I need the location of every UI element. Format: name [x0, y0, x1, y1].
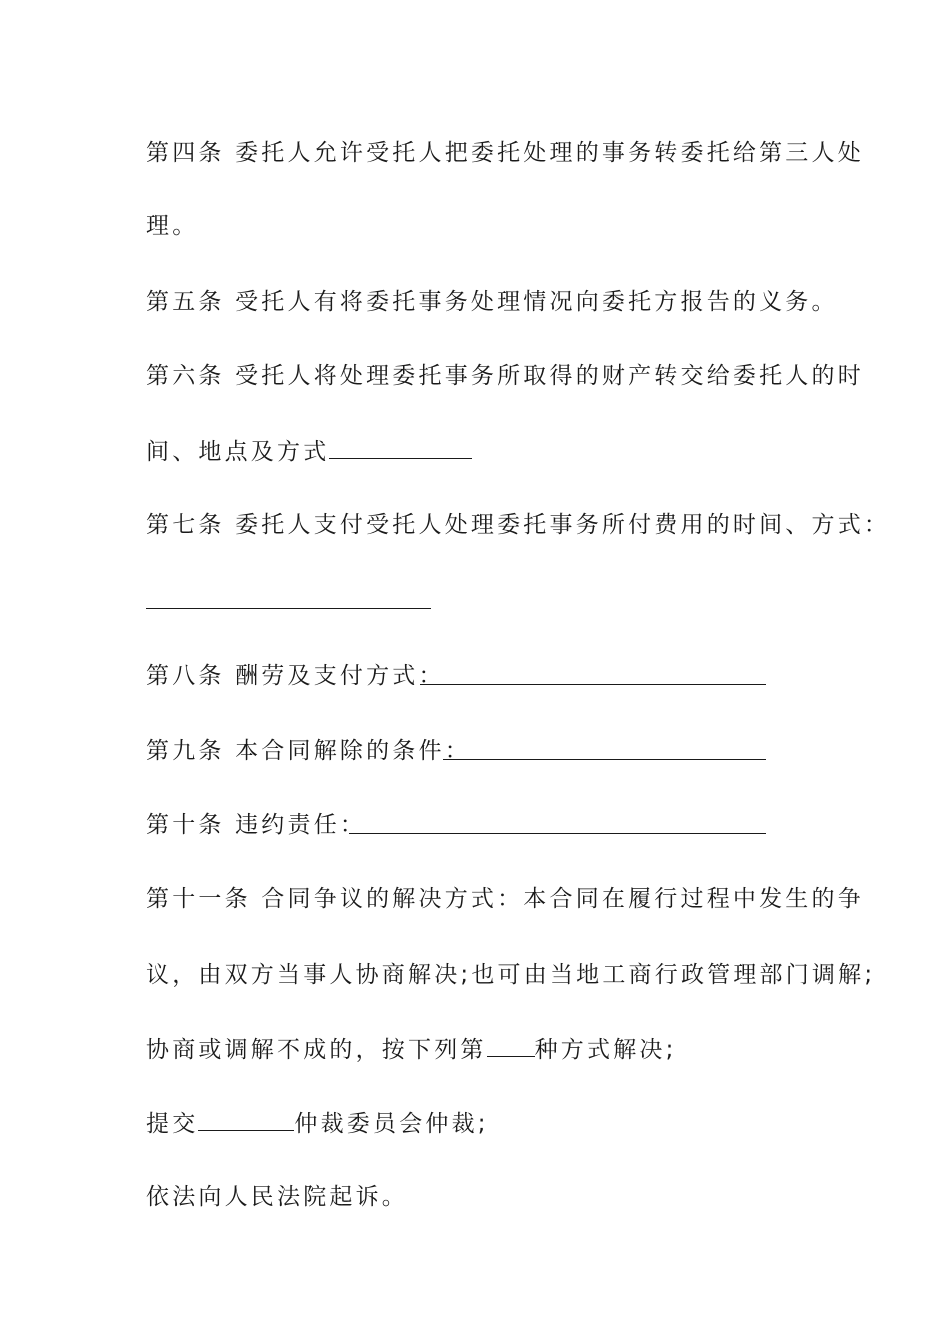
liability-blank[interactable] [349, 833, 766, 834]
article-10 [146, 810, 366, 840]
article-6-line-1: 第六条 受托人将处理委托事务所取得的财产转交给委托人的时 [146, 363, 864, 389]
article-9 [146, 736, 471, 766]
article-8-text: 第八条 酬劳及支付方式： [146, 663, 445, 689]
arbitration-text-b: 仲裁委员会仲裁; [294, 1111, 489, 1137]
article-8 [146, 661, 445, 691]
arbitration-option [146, 1108, 489, 1139]
article-4-line-1: 第四条 委托人允许受托人把委托处理的事务转委托给第三人处 [146, 140, 864, 166]
arbitration-commission-blank[interactable] [198, 1108, 294, 1131]
article-10-text: 第十条 违约责任： [146, 812, 367, 838]
place-method-blank[interactable] [329, 436, 472, 459]
article-11-line-1: 第十一条 合同争议的解决方式：本合同在履行过程中发生的争 [146, 886, 864, 912]
article-6-line-2 [146, 436, 472, 467]
article-9-text: 第九条 本合同解除的条件： [146, 738, 471, 764]
article-11-line-3-text-b: 种方式解决; [534, 1037, 677, 1063]
option-number-blank[interactable] [487, 1034, 535, 1057]
remuneration-blank[interactable] [420, 684, 766, 685]
litigation-option: 依法向人民法院起诉。 [146, 1184, 408, 1210]
article-11-line-3 [146, 1034, 677, 1065]
article-5: 第五条 受托人有将委托事务处理情况向委托方报告的义务。 [146, 289, 838, 315]
termination-conditions-blank[interactable] [443, 759, 766, 760]
arbitration-text-a: 提交 [146, 1111, 199, 1137]
article-11-line-2: 议，由双方当事人协商解决;也可由当地工商行政管理部门调解; [146, 962, 876, 988]
article-7: 第七条 委托人支付受托人处理委托事务所付费用的时间、方式： [146, 512, 891, 538]
article-7-fee-blank[interactable] [146, 608, 431, 609]
article-4-line-2: 理。 [146, 213, 199, 239]
article-6-text: 间、地点及方式 [146, 439, 330, 465]
article-11-line-3-text-a: 协商或调解不成的，按下列第 [146, 1037, 487, 1063]
